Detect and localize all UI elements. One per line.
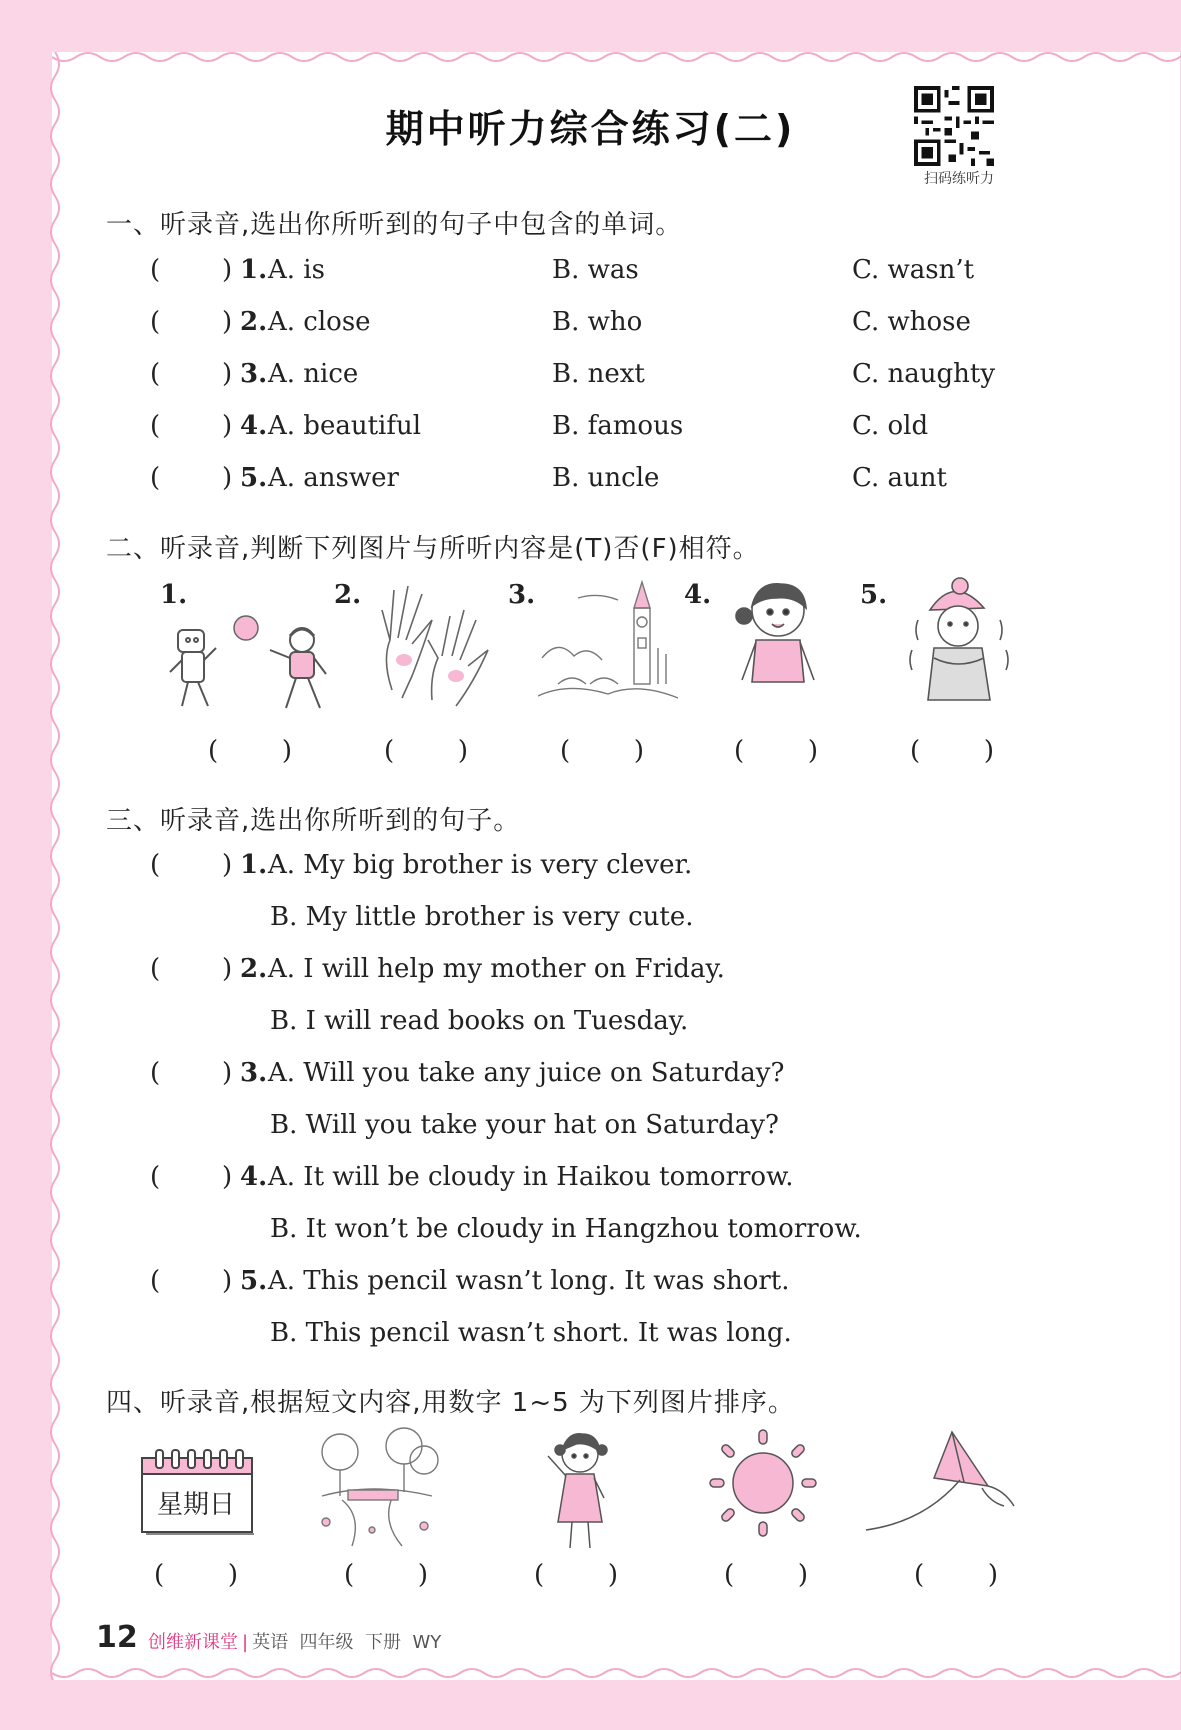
order-blank-kite[interactable]: ( ): [914, 1560, 998, 1590]
section3-heading: 三、听录音,选出你所听到的句子。: [106, 806, 521, 836]
footer-volume: 下册: [364, 1632, 401, 1653]
answer-blank-picture-1[interactable]: ( ): [208, 736, 292, 766]
picture-number-2: 2.: [334, 580, 362, 610]
order-blank-girl[interactable]: ( ): [534, 1560, 618, 1590]
option-a: A. answer: [268, 463, 399, 493]
picture-number-1: 1.: [160, 580, 188, 610]
option-c: C. aunt: [852, 463, 947, 493]
option-b: B. was: [552, 255, 639, 285]
kite-picture: [864, 1426, 1034, 1536]
page-number: 12: [96, 1620, 138, 1655]
sentence-option-a: A. Will you take any juice on Saturday?: [268, 1058, 785, 1088]
order-blank-sun[interactable]: ( ): [724, 1560, 808, 1590]
footer-separator: |: [242, 1632, 249, 1653]
option-c: C. old: [852, 411, 929, 441]
picture-number-4: 4.: [684, 580, 712, 610]
sentence-option-a: A. My big brother is very clever.: [268, 850, 693, 880]
order-blank-calendar[interactable]: ( ): [154, 1560, 238, 1590]
qr-caption: 扫码练听力: [924, 171, 994, 187]
option-b: B. next: [552, 359, 645, 389]
sentence-option-a: A. I will help my mother on Friday.: [268, 954, 725, 984]
sentence-option-b: B. My little brother is very cute.: [270, 902, 694, 932]
sentence-option-a: A. This pencil wasn’t long. It was short.: [268, 1266, 790, 1296]
picture-number-3: 3.: [508, 580, 536, 610]
answer-blank-picture-5[interactable]: ( ): [910, 736, 994, 766]
girl-picture: [732, 576, 822, 708]
answer-blank-picture-3[interactable]: ( ): [560, 736, 644, 766]
hands-picture: [372, 580, 502, 710]
section1-heading: 一、听录音,选出你所听到的句子中包含的单词。: [106, 210, 683, 240]
clock-tower-picture: [538, 578, 678, 714]
option-a: A. close: [268, 307, 371, 337]
option-b: B. uncle: [552, 463, 660, 493]
option-a: A. beautiful: [268, 411, 422, 441]
answer-blank-picture-2[interactable]: ( ): [384, 736, 468, 766]
footer-grade: 四年级: [299, 1632, 354, 1653]
order-blank-park[interactable]: ( ): [344, 1560, 428, 1590]
option-a: A. nice: [268, 359, 359, 389]
footer-brand: 创维新课堂: [148, 1632, 238, 1653]
sentence-option-b: B. I will read books on Tuesday.: [270, 1006, 689, 1036]
picture-number-5: 5.: [860, 580, 888, 610]
section4-heading: 四、听录音,根据短文内容,用数字 1~5 为下列图片排序。: [106, 1388, 795, 1418]
park-picture: [312, 1426, 442, 1550]
footer-info: [148, 1628, 441, 1654]
sentence-option-b: B. This pencil wasn’t short. It was long.: [270, 1318, 792, 1348]
sentence-option-b: B. It won’t be cloudy in Hangzhou tomorrow.: [270, 1214, 862, 1244]
qr-code[interactable]: [914, 86, 994, 166]
option-c: C. naughty: [852, 359, 996, 389]
waving-girl-picture: [540, 1426, 620, 1554]
option-b: B. who: [552, 307, 643, 337]
option-a: A. is: [268, 255, 325, 285]
sun-picture: [708, 1428, 818, 1538]
section2-heading: 二、听录音,判断下列图片与所听内容是(T)否(F)相符。: [106, 534, 760, 564]
option-c: C. whose: [852, 307, 971, 337]
footer-subject: 英语: [252, 1632, 289, 1653]
sentence-option-a: A. It will be cloudy in Haikou tomorrow.: [268, 1162, 794, 1192]
answer-blank-picture-4[interactable]: ( ): [734, 736, 818, 766]
calendar-picture: [140, 1448, 256, 1536]
cold-boy-picture: [904, 570, 1014, 710]
option-b: B. famous: [552, 411, 684, 441]
calendar-label: 星期日: [156, 1490, 235, 1520]
page-title: 期中听力综合练习(二): [385, 107, 796, 151]
robot-and-boy-picture: [166, 610, 336, 720]
footer-edition: WY: [412, 1632, 442, 1653]
sentence-option-b: B. Will you take your hat on Saturday?: [270, 1110, 779, 1140]
option-c: C. wasn’t: [852, 255, 975, 285]
